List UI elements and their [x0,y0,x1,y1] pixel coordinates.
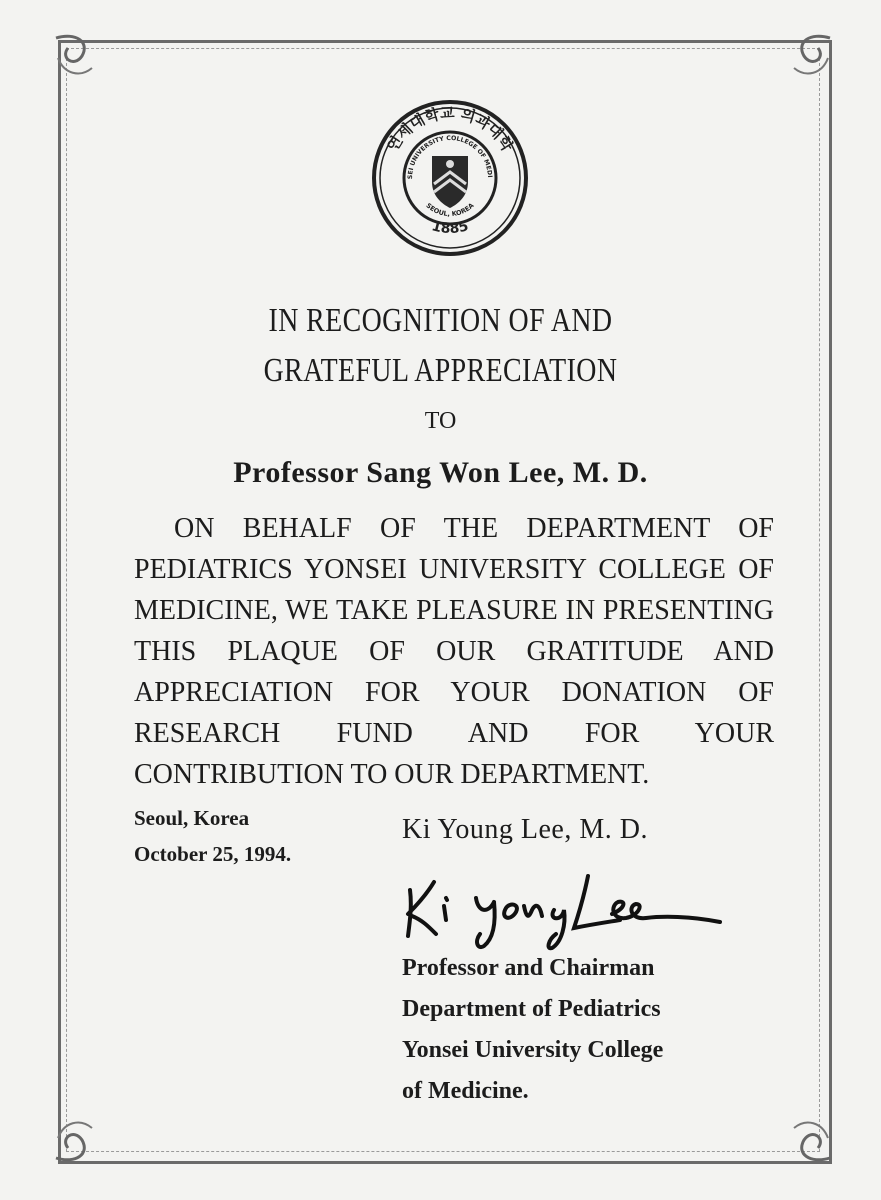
signer-title-line: Professor and Chairman [402,955,655,981]
to-label: TO [424,408,457,434]
location-block [134,800,291,872]
university-seal-icon [370,98,530,258]
location-city: Seoul, Korea [134,806,250,830]
seal-korean-text: 연세대학교 의과대학 [383,103,517,155]
corner-ornament-icon [774,1102,840,1168]
corner-ornament-icon [46,1102,112,1168]
recipient-name: Professor Sang Won Lee, M. D. [233,456,648,489]
svg-text:연세대학교 의과대학 [383,104,516,155]
corner-ornament-icon [774,28,840,94]
seal-city-text: SEOUL, KOREA [424,201,476,219]
signer-title-line: Yonsei University College [402,1037,664,1063]
heading-line-1: IN RECOGNITION OF AND [268,302,613,339]
signer-title-line: Department of Pediatrics [402,996,661,1022]
body-paragraph [134,508,774,795]
seal-english-text: SEI UNIVERSITY COLLEGE OF MEDI [406,134,494,180]
corner-ornament-icon [46,28,112,94]
handwritten-signature [398,862,728,952]
signer-name: Ki Young Lee, M. D. [402,814,648,845]
signer-title-line: of Medicine. [402,1078,529,1104]
svg-text:1885 [430,218,470,237]
signer-title-block [402,948,663,1112]
issue-date: October 25, 1994. [134,842,292,866]
body-text: ON BEHALF OF THE DEPARTMENT OF PEDIATRICS YONSEI UNIVERSITY COLLEGE OF MEDICINE, WE TAKE PLEASURE IN PRESENTING THIS PLAQUE OF OUR GRATITUDE AND APPRECIATION FOR YOUR DONATION OF RESEARCH FUND AND FOR YOUR CONTRIBUTION TO OUR DEPARTMENT. [134,513,774,790]
seal-year-text: 1885 [429,218,471,238]
heading-line-2: GRATEFUL APPRECIATION [263,352,618,389]
